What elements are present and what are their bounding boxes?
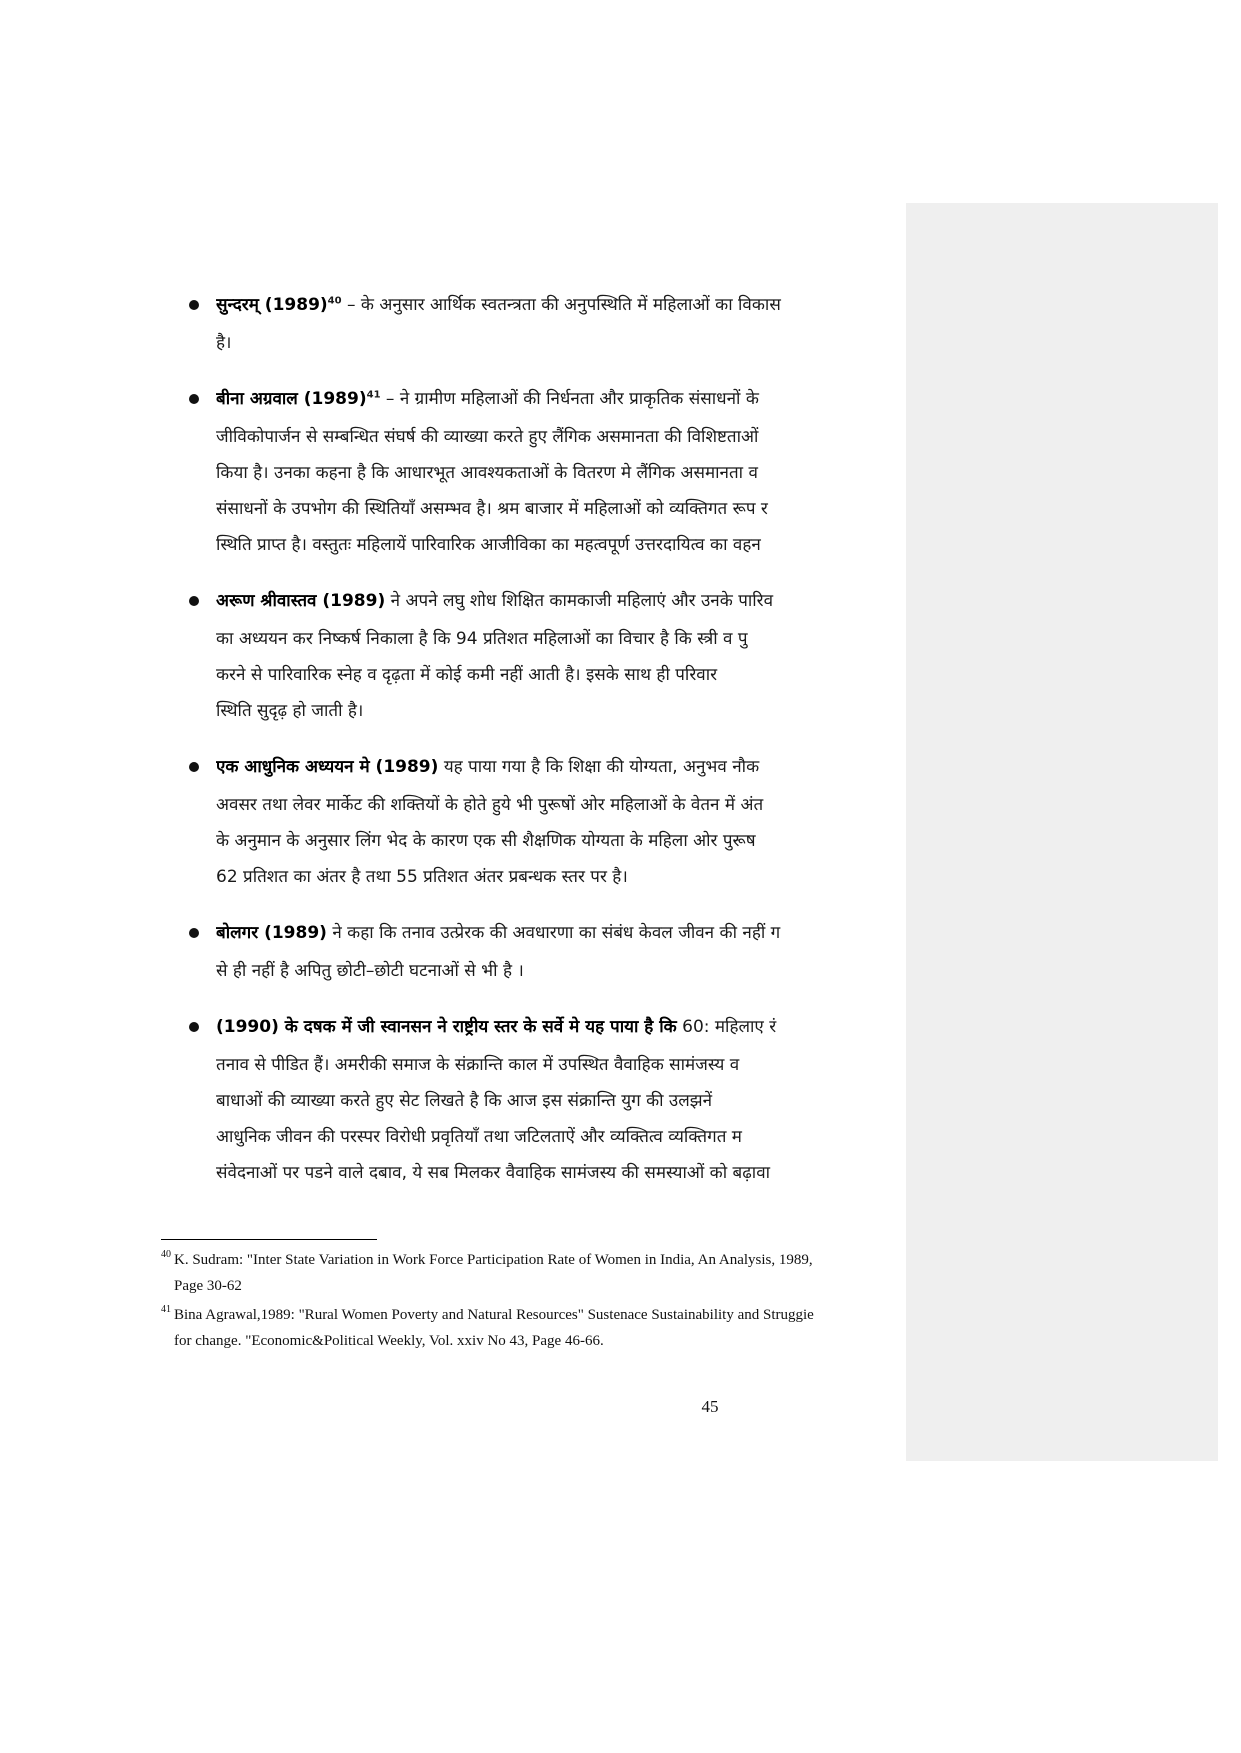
entry-line: से ही नहीं है अपितु छोटी–छोटी घटनाओं से भी है । (216, 961, 524, 981)
footnote (161, 1247, 899, 1299)
list-item (170, 1014, 908, 1191)
bullet-icon (189, 596, 199, 606)
footnote-line: Bina Agrawal,1989: "Rural Women Poverty and Natural Resources" Sustenace Sustainability and Struggie (174, 1307, 814, 1323)
footnote-ref[interactable]: 40 (327, 295, 342, 307)
footnotes (161, 1247, 899, 1357)
entry-line: 62 प्रतिशत का अंतर है तथा 55 प्रतिशत अंतर प्रबन्धक स्तर पर है। (216, 867, 628, 887)
entry-line: किया है। उनका कहना है कि आधारभूत आवश्यकताओं के वितरण मे लैंगिक असमानता व (216, 463, 758, 483)
footnote-separator (161, 1239, 377, 1240)
list-item (170, 588, 908, 729)
entry-heading: सुन्दरम् (1989) (216, 295, 328, 315)
bullet-icon (189, 1022, 199, 1032)
entry-line: करने से पारिवारिक स्नेह व दृढ़ता में कोई कमी नहीं आती है। इसके साथ ही परिवार (216, 665, 718, 685)
entry-line: बाधाओं की व्याख्या करते हुए सेट लिखते है कि आज इस संक्रान्ति युग की उलझनें (216, 1091, 713, 1111)
list-item (170, 920, 908, 989)
entry-line: जीविकोपार्जन से सम्बन्धित संघर्ष की व्याख्या करते हुए लैंगिक असमानता की विशिष्टताओं (216, 427, 759, 447)
entry-line: संसाधनों के उपभोग की स्थितियॉं असम्भव है। श्रम बाजार में महिलाओं को व्यक्तिगत रूप र (216, 499, 768, 519)
footnote-number: 41 (161, 1304, 171, 1315)
footnote-line: for change. "Economic&Political Weekly, Vol. xxiv No 43, Page 46-66. (174, 1333, 604, 1349)
footnote-line: Page 30-62 (174, 1278, 242, 1294)
bullet-icon (189, 762, 199, 772)
entry-line: अवसर तथा लेवर मार्केट की शक्तियों के होते हुये भी पुरूषों ओर महिलाओं के वेतन में अंत (216, 795, 764, 815)
list-item (170, 386, 908, 563)
bullet-icon (189, 300, 199, 310)
entry-first-line: सुन्दरम् $(1989)^{40}$ – के अनुसार आर्थिक स्वतन्त्रता की अनुपस्थिति में महिलाओं का विकास (216, 295, 781, 315)
entry-line: स्थिति प्राप्त है। वस्तुतः महिलायें पारिवारिक आजीविका का महत्वपूर्ण उत्तरदायित्व का वहन (216, 535, 761, 555)
entry-heading: एक आधुनिक अध्ययन मे (1989) (216, 757, 439, 777)
entry-heading: (1990) के दषक में जी स्वानसन ने राष्ट्रीय स्तर के सर्वे मे यह पाया है कि (216, 1017, 677, 1037)
document-body (170, 292, 908, 1362)
bullet-icon (189, 394, 199, 404)
entry-first-line: (1990) के दषक में जी स्वानसन ने राष्ट्रीय स्तर के सर्वे मे यह पाया है कि 60: महिलाए रं (216, 1017, 777, 1037)
entry-first-line: अरूण श्रीवास्तव (1989) ने अपने लघु शोध शिक्षित कामकाजी महिलाएं और उनके पारिव (216, 591, 774, 611)
entry-line: स्थिति सुदृढ़ हो जाती है। (216, 701, 364, 721)
entry-line: संवेदनाओं पर पडने वाले दबाव, ये सब मिलकर वैवाहिक सामंजस्य की समस्याओं को बढ़ावा (216, 1163, 771, 1183)
comment-pane (906, 203, 1218, 1461)
entry-heading: बोलगर (1989) (216, 923, 327, 943)
entry-first-line: बोलगर (1989) ने कहा कि तनाव उत्प्रेरक की अवधारणा का संबंध केवल जीवन की नहीं ग (216, 923, 781, 943)
entry-line: तनाव से पीडित हैं। अमरीकी समाज के संक्रान्ति काल में उपस्थित वैवाहिक सामंजस्य व (216, 1055, 740, 1075)
footnote (161, 1302, 899, 1354)
list-item (170, 754, 908, 895)
entry-first-line: एक आधुनिक अध्ययन मे (1989) यह पाया गया है कि शिक्षा की योग्यता, अनुभव नौक (216, 757, 760, 777)
footnote-number: 40 (161, 1249, 171, 1260)
footnote-line: K. Sudram: "Inter State Variation in Work Force Participation Rate of Women in India, An Analysis, 1989, (174, 1252, 813, 1268)
list-item (170, 292, 908, 361)
entry-line: का अध्ययन कर निष्कर्ष निकाला है कि 94 प्रतिशत महिलाओं का विचार है कि स्त्री व पु (216, 629, 748, 649)
bullet-icon (189, 928, 199, 938)
entry-heading: अरूण श्रीवास्तव (1989) (216, 591, 386, 611)
entry-line: आधुनिक जीवन की परस्पर विरोधी प्रवृतियॉं तथा जटिलताऐं और व्यक्तित्व व्यक्तिगत म (216, 1127, 742, 1147)
entry-first-line: बीना अग्रवाल $(1989)^{41}$ – ने ग्रामीण महिलाओं की निर्धनता और प्राकृतिक संसाधनों के (216, 389, 759, 409)
entry-heading: बीना अग्रवाल (1989) (216, 389, 367, 409)
entry-line: के अनुमान के अनुसार लिंग भेद के कारण एक सी शैक्षणिक योग्यता के महिला ओर पुरूष (216, 831, 756, 851)
page-number: 45 (701, 1397, 719, 1416)
footnote-ref[interactable]: 41 (366, 389, 381, 401)
entry-line: है। (216, 333, 232, 353)
